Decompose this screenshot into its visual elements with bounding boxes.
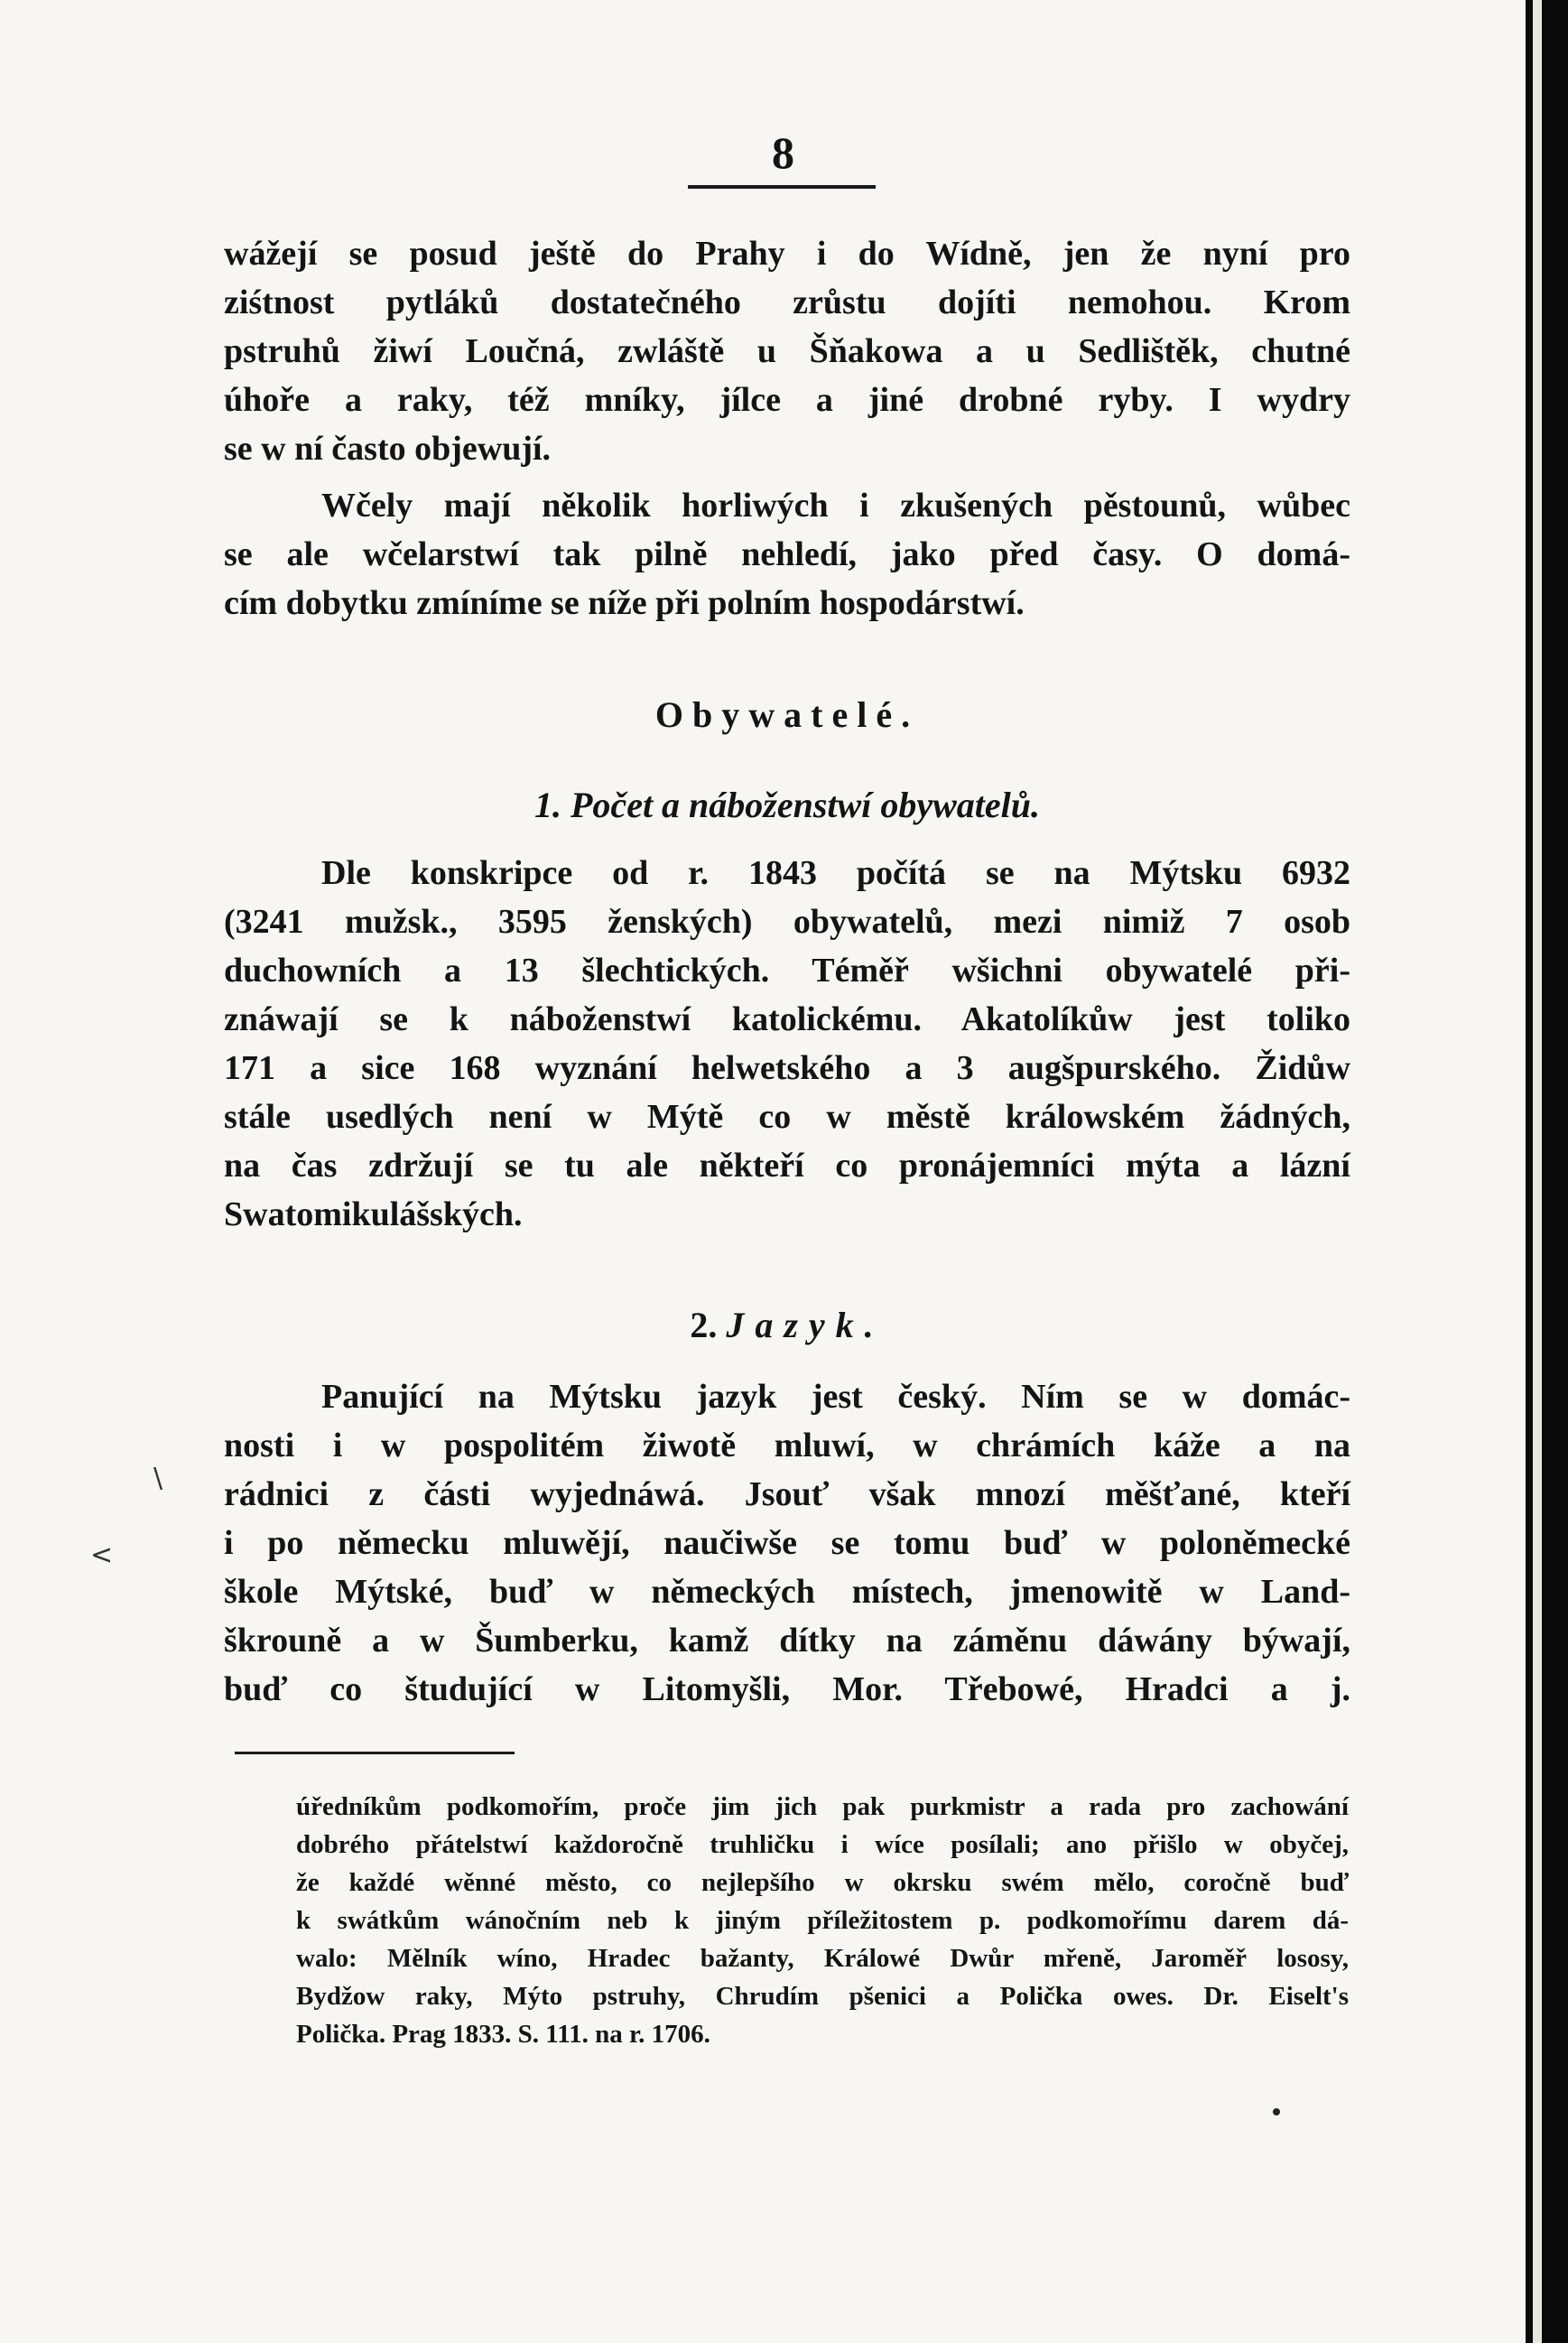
footnote-line: dobrého přátelstwí každoročně truhličku i wíce posílali; ano přišlo w obyčej, (296, 1830, 1349, 1859)
footnote-line: walo: Mělník wíno, Hradec bažanty, Králowé Dwůr mřeně, Jaroměř lososy, (296, 1944, 1349, 1973)
subsection-heading-language (224, 1304, 1350, 1346)
text-line: wážejí se posud ještě do Prahy i do Wídně, jen že nyní pro (224, 235, 1350, 273)
text-line: i po německu mluwějí, naučiwše se tomu buď w poloněmecké (224, 1524, 1350, 1562)
text-line: pstruhů žiwí Loučná, zwláště u Šňakowa a u Sedlištěk, chutné (224, 332, 1350, 370)
subsection-heading-population: 1. Počet a náboženstwí obywatelů. (534, 785, 1040, 825)
footnote-line: že každé wěnné město, co nejlepšího w okrsku swém mělo, coročně buď (296, 1868, 1349, 1897)
text-line: cím dobytku zmíníme se níže při polním hospodárstwí. (224, 584, 1025, 622)
paragraph-fishing (224, 229, 1350, 473)
text-line: nosti i w pospolitém žiwotě mluwí, w chrámích káže a na (224, 1427, 1350, 1464)
footnote-line: k swátkům wánočním neb k jiným příležitostem p. podkomořímu darem dá- (296, 1906, 1349, 1935)
text-line: Wčely mají několik horliwých i zkušených pěstounů, wůbec (321, 487, 1350, 525)
heading-number: 2. (690, 1305, 718, 1345)
heading-word: Jazyk. (726, 1305, 885, 1345)
footnote-line: úředníkům podkomořím, proče jim jich pak purkmistr a rada pro zachowání (296, 1792, 1349, 1821)
text-line: úhoře a raky, též mníky, jílce a jiné drobné ryby. I wydry (224, 381, 1350, 419)
text-line: na čas zdržují se tu ale někteří co pronájemníci mýta a lázní (224, 1147, 1350, 1185)
adjacent-page-edge (1533, 0, 1542, 2343)
text-line: rádnici z části wyjednáwá. Jsouť však mnozí měšťané, kteří (224, 1475, 1350, 1513)
footnote-line: Bydžow raky, Mýto pstruhy, Chrudím pšenici a Polička owes. Dr. Eiselt's (296, 1982, 1349, 2011)
text-line: stále usedlých není w Mýtě co w městě králowském žádných, (224, 1098, 1350, 1136)
text-line: se w ní často objewují. (224, 430, 552, 468)
ink-speck (1273, 2108, 1280, 2115)
text-line: škole Mýtské, buď w německých místech, jmenowitě w Land- (224, 1573, 1350, 1611)
page-number-rule (688, 185, 876, 189)
footnote-rule (235, 1752, 515, 1754)
text-line: znáwají se k náboženstwí katolickému. Akatolíkůw jest toliko (224, 1000, 1350, 1038)
text-line: Dle konskripce od r. 1843 počítá se na Mýtsku 6932 (321, 854, 1350, 892)
text-line: Swatomikulášských. (224, 1195, 523, 1233)
text-line: ziśtnost pytláků dostatečného zrůstu dojíti nemohou. Krom (224, 284, 1350, 321)
paragraph-language (224, 1372, 1350, 1714)
margin-mark-icon: < (90, 1539, 114, 1571)
text-line: Panující na Mýtsku jazyk jest český. Ním se w domác- (321, 1378, 1350, 1416)
paragraph-bees (224, 481, 1350, 628)
scan-border (1526, 0, 1568, 2343)
margin-mark-icon: \ (153, 1463, 163, 1494)
paragraph-population (224, 849, 1350, 1239)
text-line: buď co študující w Litomyšli, Mor. Třebowé, Hradci a j. (224, 1670, 1350, 1708)
text-line: duchowních a 13 šlechtických. Téměř wšichni obywatelé při- (224, 952, 1350, 990)
text-line: 171 a sice 168 wyznání helwetského a 3 augšpurského. Židůw (224, 1049, 1350, 1087)
footnote (296, 1788, 1349, 2053)
text-line: se ale wčelarstwí tak pilně nehledí, jako před časy. O domá- (224, 535, 1350, 573)
text-line: škrouně a w Šumberku, kamž dítky na záměnu dáwány býwají, (224, 1622, 1350, 1660)
footnote-line: Polička. Prag 1833. S. 111. na r. 1706. (296, 2020, 710, 2049)
page-number: 8 (772, 127, 794, 178)
text-line: (3241 mužsk., 3595 ženských) obywatelů, mezi nimiž 7 osob (224, 903, 1350, 941)
section-heading: Obywatelé. (654, 694, 920, 735)
